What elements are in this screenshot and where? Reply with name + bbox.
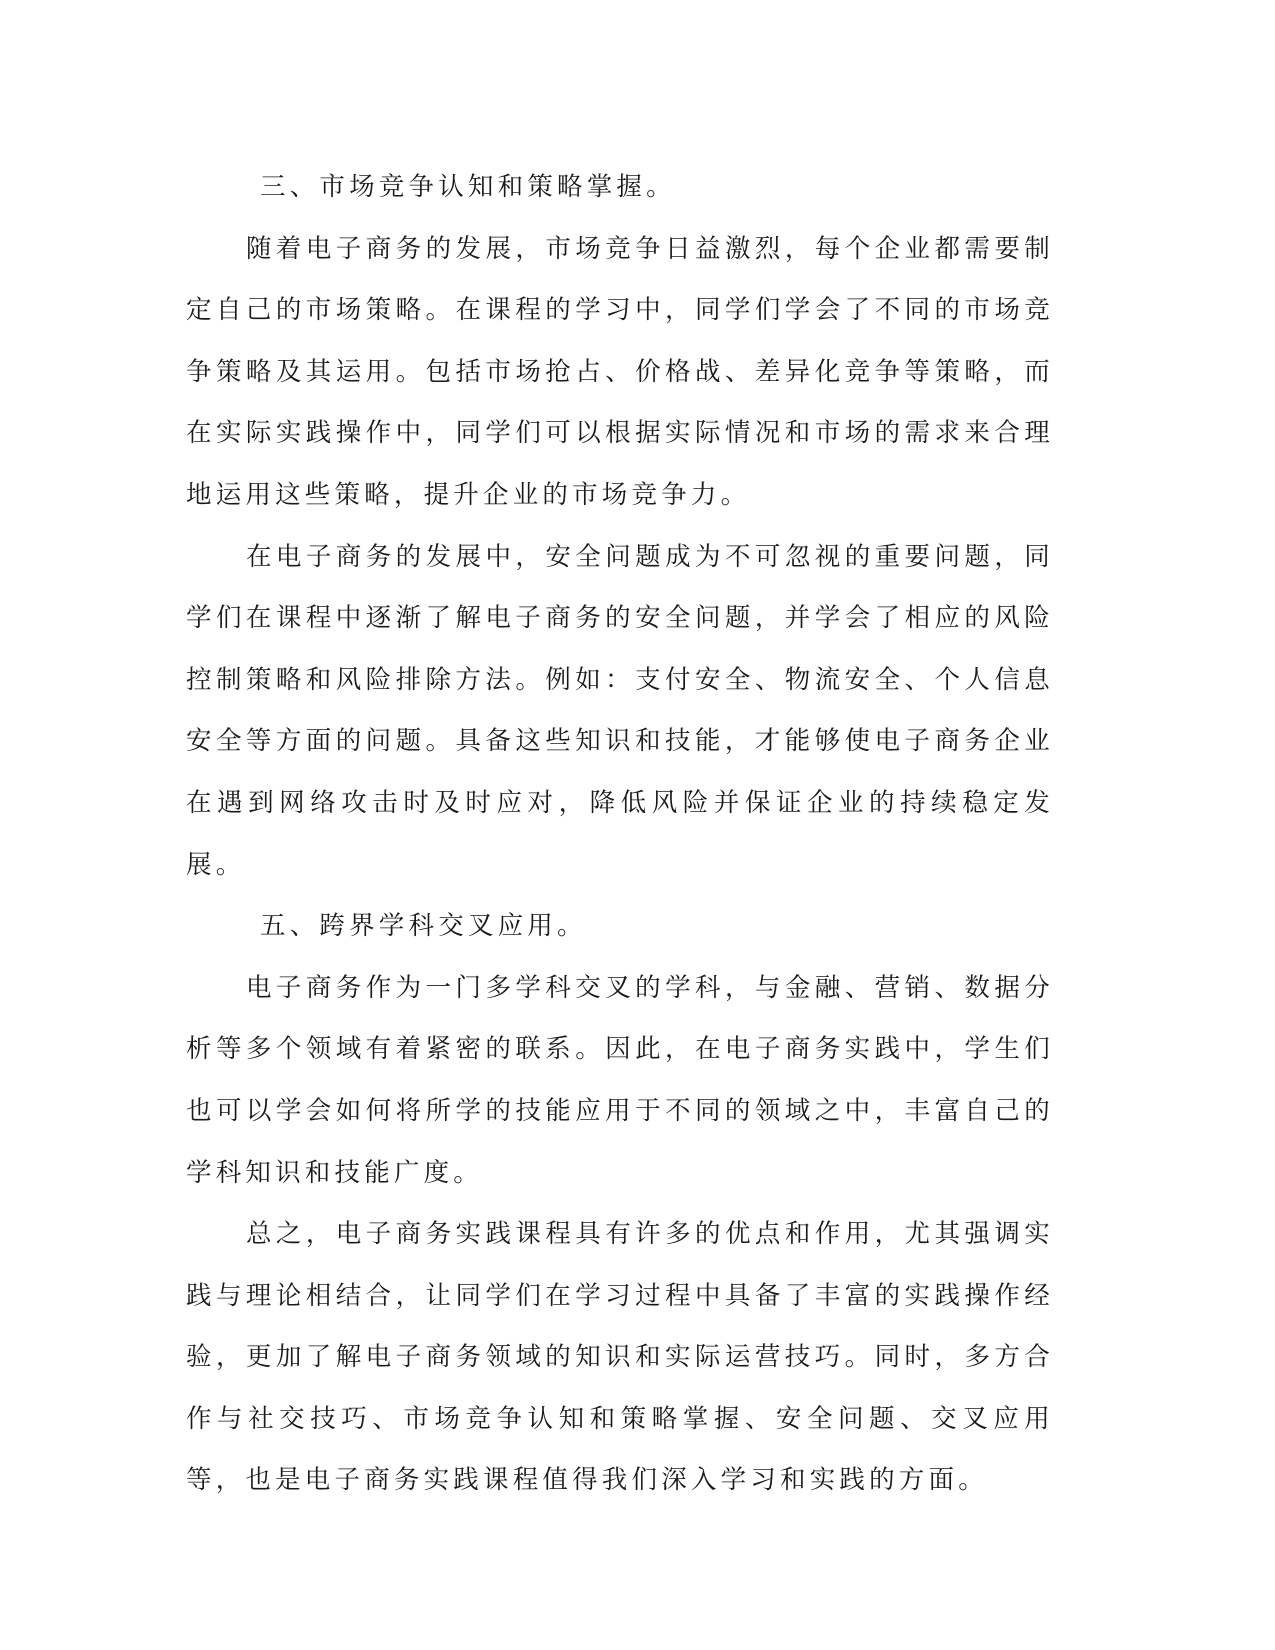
paragraph-conclusion: 总之，电子商务实践课程具有许多的优点和作用，尤其强调实践与理论相结合，让同学们在学习过程中具备了丰富的实践操作经验，更加了解电子商务领域的知识和实际运营技巧。同时，多方合作与社交技巧、市场竞争认知和策略掌握、安全问题、交叉应用等，也是电子商务实践课程值得我们深入学习和实践的方面。 [186,1219,1054,1496]
section-heading-cross-discipline: 五、跨界学科交叉应用。 [260,911,587,942]
section-heading-market-competition: 三、市场竞争认知和策略掌握。 [260,172,676,202]
paragraph-market-strategy: 随着电子商务的发展，市场竞争日益激烈，每个企业都需要制定自己的市场策略。在课程的学习中，同学们学会了不同的市场竞争策略及其运用。包括市场抢占、价格战、差异化竞争等策略，而在实际实践操作中，同学们可以根据实际情况和市场的需求来合理地运用这些策略，提升企业的市场竞争力。 [186,233,1054,510]
paragraph-security: 在电子商务的发展中，安全问题成为不可忽视的重要问题，同学们在课程中逐渐了解电子商务的安全问题，并学会了相应的风险控制策略和风险排除方法。例如：支付安全、物流安全、个人信息安全等方面的问题。具备这些知识和技能，才能够使电子商务企业在遇到网络攻击时及时应对，降低风险并保证企业的持续稳定发展。 [186,541,1054,880]
paragraph-cross-discipline: 电子商务作为一门多学科交叉的学科，与金融、营销、数据分析等多个领域有着紧密的联系。因此，在电子商务实践中，学生们也可以学会如何将所学的技能应用于不同的领域之中，丰富自己的学科知识和技能广度。 [186,972,1054,1188]
document-body [186,157,1054,1512]
